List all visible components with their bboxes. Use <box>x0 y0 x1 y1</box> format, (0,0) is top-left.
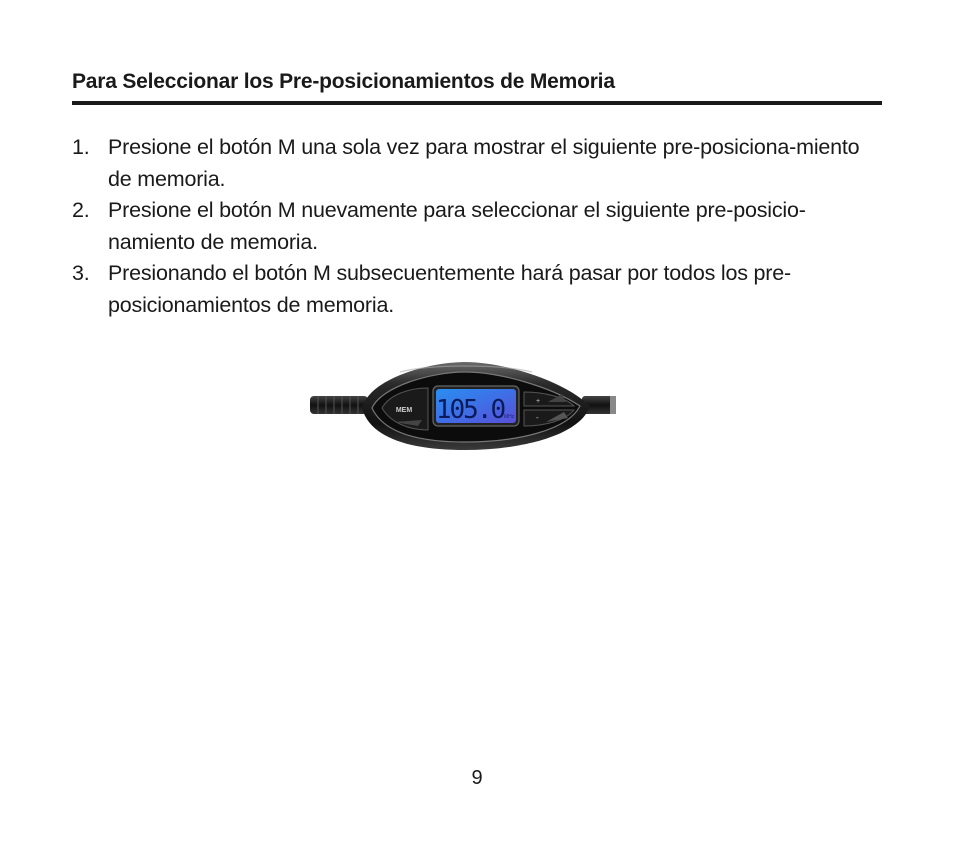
step-text: Presione el botón M una sola vez para mostrar el siguiente pre-posiciona-miento de memoria. <box>108 135 860 191</box>
page-number: 9 <box>471 767 483 789</box>
step-number: 2. <box>72 198 90 222</box>
unit-label: MHz <box>504 414 515 420</box>
step-text: Presionando el botón M subsecuentemente hará pasar por todos los pre-posicionamientos de memoria. <box>108 261 791 317</box>
minus-label: - <box>536 413 539 422</box>
list-item <box>72 132 887 195</box>
instruction-list <box>72 132 887 321</box>
fm-transmitter-image <box>310 358 616 453</box>
frequency-readout: 105.0 <box>435 395 505 425</box>
step-number: 1. <box>72 135 90 159</box>
step-number: 3. <box>72 261 90 285</box>
cable-left <box>310 396 368 414</box>
list-item <box>72 258 887 321</box>
heading-rule <box>72 101 882 105</box>
plus-label: + <box>536 398 541 405</box>
step-text: Presione el botón M nuevamente para seleccionar el siguiente pre-posicio-namiento de memoria. <box>108 198 806 254</box>
mem-label: MEM <box>395 407 413 414</box>
list-item <box>72 195 887 258</box>
section-heading: Para Seleccionar los Pre-posicionamientos de Memoria <box>72 70 615 93</box>
